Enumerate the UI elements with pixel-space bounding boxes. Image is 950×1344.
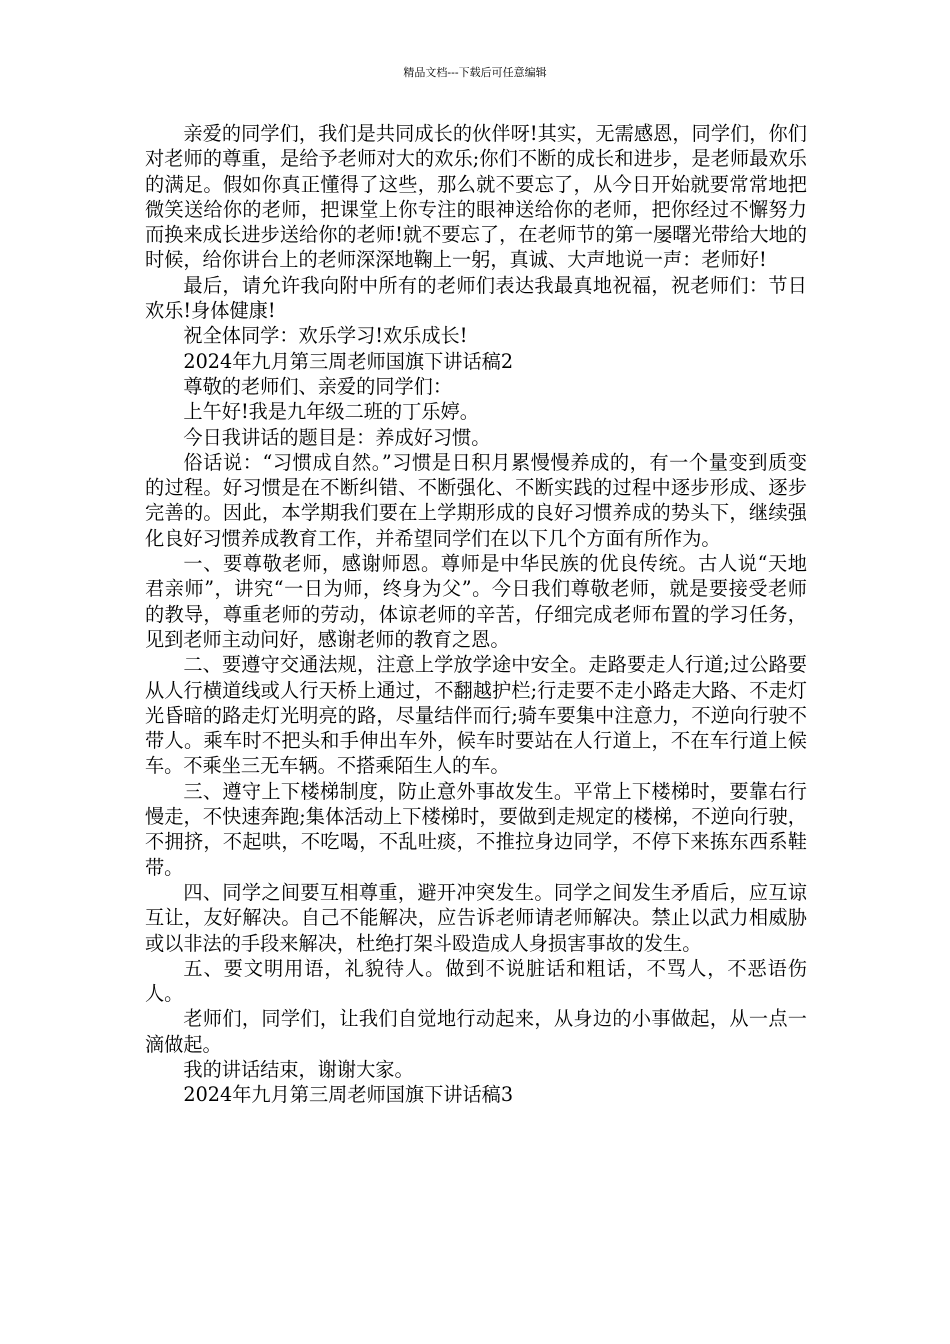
greeting: 尊敬的老师们、亲爱的同学们：	[183, 374, 453, 398]
paragraph: 祝全体同学：欢乐学习!欢乐成长!	[183, 324, 468, 348]
paragraph: 二、要遵守交通法规，注意上学放学途中安全。走路要走人行道;过公路要从人行横道线或人行天桥上通过，不翻越护栏;行走要不走小路走大路、不走灯光昏暗的路走灯光明亮的路，尽量结伴而行;骑车要集中注意力，不逆向行驶不带人。乘车时不把头和手伸出车外，候车时要站在人行道上，不在车行道上候车。不乘坐三无车辆。不搭乘陌生人的车。	[145, 653, 807, 778]
paragraph: 亲爱的同学们，我们是共同成长的伙伴呀!其实，无需感恩，同学们，你们对老师的尊重，是给予老师对大的欢乐;你们不断的成长和进步，是老师最欢乐的满足。假如你真正懂得了这些，那么就不要忘了，从今日开始就要常常地把微笑送给你的老师，把课堂上你专注的眼神送给你的老师，把你经过不懈努力而换来成长进步送给你的老师!就不要忘了，在老师节的第一屡曙光带给大地的时候，给你讲台上的老师深深地鞠上一躬，真诚、大声地说一声：老师好!	[145, 122, 807, 272]
paragraph: 一、要尊敬老师，感谢师恩。尊师是中华民族的优良传统。古人说“天地君亲师”，讲究“一日为师，终身为父”。今日我们尊敬老师，就是要接受老师的教导，尊重老师的劳动，体谅老师的辛苦，仔细完成老师布置的学习任务，见到老师主动问好，感谢老师的教育之恩。	[145, 552, 807, 651]
section-title: 2024年九月第三周老师国旗下讲话稿3	[183, 1083, 514, 1107]
paragraph: 老师们，同学们，让我们自觉地行动起来，从身边的小事做起，从一点一滴做起。	[145, 1007, 807, 1056]
paragraph: 四、同学之间要互相尊重，避开冲突发生。同学之间发生矛盾后，应互谅互让，友好解决。自己不能解决，应告诉老师请老师解决。禁止以武力相威胁或以非法的手段来解决，杜绝打架斗殴造成人身损害事故的发生。	[145, 880, 807, 955]
section-title: 2024年九月第三周老师国旗下讲话稿2	[183, 349, 514, 373]
document-body	[145, 121, 807, 1108]
paragraph: 三、遵守上下楼梯制度，防止意外事故发生。平常上下楼梯时，要靠右行慢走，不快速奔跑;集体活动上下楼梯时，要做到走规定的楼梯，不逆向行驶，不拥挤，不起哄，不吃喝，不乱吐痰，不推拉身边同学，不停下来拣东西系鞋带。	[145, 779, 807, 879]
page-header: 精品文档---下载后可任意编辑	[403, 66, 547, 79]
paragraph: 五、要文明用语，礼貌待人。做到不说脏话和粗话，不骂人，不恶语伤人。	[145, 956, 807, 1006]
paragraph: 最后，请允许我向附中所有的老师们表达我最真地祝福，祝老师们：节日欢乐!身体健康!	[145, 273, 807, 323]
paragraph: 上午好!我是九年级二班的丁乐婷。	[183, 400, 479, 424]
paragraph: 今日我讲话的题目是：养成好习惯。	[183, 425, 491, 449]
paragraph: 俗话说：“习惯成自然。”习惯是日积月累慢慢养成的，有一个量变到质变的过程。好习惯是在不断纠错、不断强化、不断实践的过程中逐步形成、逐步完善的。因此，本学期我们要在上学期形成的良好习惯养成的势头下，继续强化良好习惯养成教育工作，并希望同学们在以下几个方面有所作为。	[145, 450, 807, 550]
paragraph: 我的讲话结束，谢谢大家。	[183, 1057, 414, 1081]
